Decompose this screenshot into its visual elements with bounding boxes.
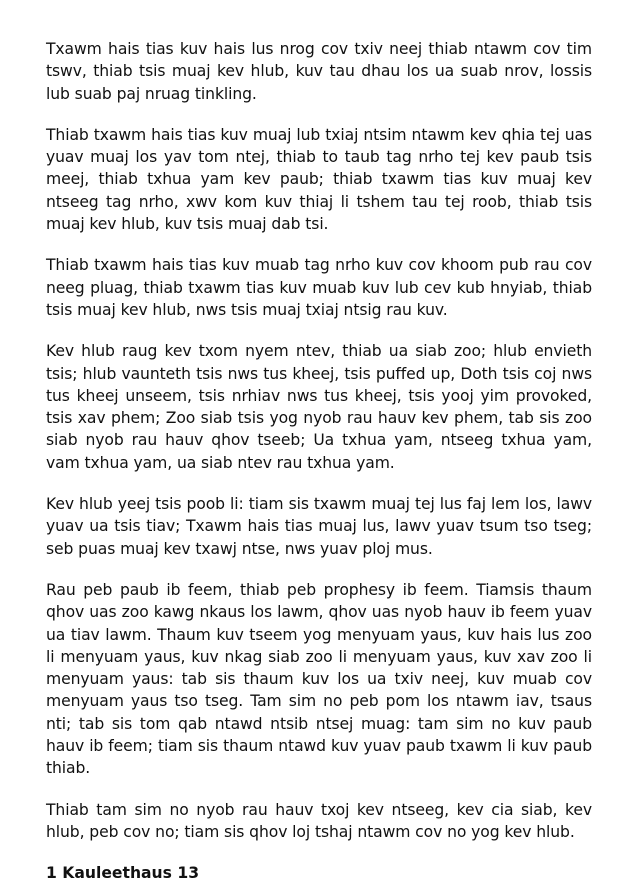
paragraph-6: Rau peb paub ib feem, thiab peb prophesy ib feem. Tiamsis thaum qhov uas zoo kawg nkaus los lawm, qhov uas nyob hauv ib feem yuav ua tiav lawm. Thaum kuv tseem yog menyuam yaus, kuv hais lus zoo li menyuam yaus, kuv nkag siab zoo li menyuam yaus, kuv xav zoo li menyuam yaus: tab sis thaum kuv los ua txiv neej, kuv muab cov menyuam yaus tso tseg. Tam sim no peb pom los ntawm iav, tsaus nti; tab sis tom qab ntawd ntsib ntsej muag: tam sim no kuv paub hauv ib feem; tiam sis thaum ntawd kuv yuav paub txawm li kuv paub thiab. [46,580,592,778]
paragraph-4: Kev hlub raug kev txom nyem ntev, thiab ua siab zoo; hlub envieth tsis; hlub vaunteth tsis nws tus kheej, tsis puffed up, Doth tsis coj nws tus kheej unseem, tsis nrhiav nws tus kheej, tsis yooj yim provoked, tsis xav phem; Zoo siab tsis yog nyob rau hauv kev phem, tab sis zoo siab nyob rau hauv qhov tseeb; Ua txhua yam, ntseeg txhua yam, vam txhua yam, ua siab ntev rau txhua yam. [46,342,592,472]
paragraph-5: Kev hlub yeej tsis poob li: tiam sis txawm muaj tej lus faj lem los, lawv yuav ua tsis tiav; Txawm hais tias muaj lus, lawv yuav tsum tso tseg; seb puas muaj kev txawj ntse, nws yuav ploj mus. [46,495,592,558]
paragraph-3: Thiab txawm hais tias kuv muab tag nrho kuv cov khoom pub rau cov neeg pluag, thiab txawm tias kuv muab kuv lub cev kub hnyiab, thiab tsis muaj kev hlub, nws tsis muaj txiaj ntsig rau kuv. [46,256,592,319]
paragraph-2: Thiab txawm hais tias kuv muaj lub txiaj ntsim ntawm kev qhia tej uas yuav muaj los yav tom ntej, thiab to taub tag nrho tej kev paub tsis meej, thiab txhua yam kev paub; thiab txawm tias kuv muaj kev ntseeg tag nrho, xwv kom kuv thiaj li tshem tau tej roob, thiab tsis muaj kev hlub, kuv tsis muaj dab tsi. [46,125,592,234]
chapter-heading: 1 Kauleethaus 13 [46,864,200,883]
paragraph-1: Txawm hais tias kuv hais lus nrog cov txiv neej thiab ntawm cov tim tswv, thiab tsis muaj kev hlub, kuv tau dhau los ua suab nrov, lossis lub suab paj nruag tinkling. [46,40,592,103]
paragraph-7: Thiab tam sim no nyob rau hauv txoj kev ntseeg, kev cia siab, kev hlub, peb cov no; tiam sis qhov loj tshaj ntawm cov no yog kev hlub. [46,800,592,841]
